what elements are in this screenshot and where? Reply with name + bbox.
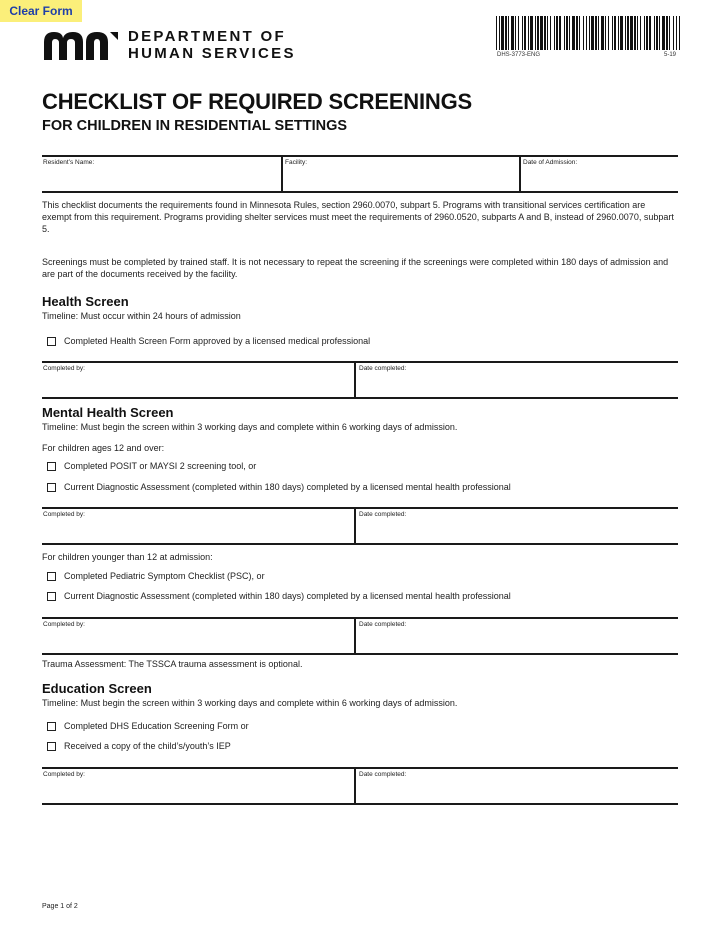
completed-by-label: Completed by: — [43, 771, 85, 778]
mental-12-completed-by-field[interactable] — [44, 520, 353, 542]
page-subtitle: FOR CHILDREN IN RESIDENTIAL SETTINGS — [42, 118, 348, 134]
admission-date-label: Date of Admission: — [523, 159, 578, 166]
facility-field[interactable] — [286, 168, 518, 190]
checkbox-row — [47, 721, 249, 731]
divider — [42, 507, 678, 509]
iep-checkbox[interactable] — [47, 742, 56, 751]
checkbox-row — [47, 482, 511, 492]
divider — [354, 617, 356, 654]
divider — [281, 155, 283, 192]
health-screen-checkbox[interactable] — [47, 337, 56, 346]
mental-under12-date-completed-field[interactable] — [360, 630, 678, 652]
mental-health-timeline: Timeline: Must begin the screen within 3 working days and complete within 6 working days of admission. — [42, 422, 458, 432]
divider — [519, 155, 521, 192]
checkbox-label: Completed Pediatric Symptom Checklist (PSC), or — [64, 571, 265, 581]
checkbox-label: Completed DHS Education Screening Form or — [64, 721, 249, 731]
checkbox-label: Current Diagnostic Assessment (completed within 180 days) completed by a licensed mental health professional — [64, 591, 511, 601]
completed-by-label: Completed by: — [43, 511, 85, 518]
date-completed-label: Date completed: — [359, 511, 407, 518]
date-completed-label: Date completed: — [359, 621, 407, 628]
under-12-label: For children younger than 12 at admission: — [42, 552, 213, 562]
education-timeline: Timeline: Must begin the screen within 3 working days and complete within 6 working days of admission. — [42, 698, 458, 708]
intro-paragraph: This checklist documents the requirements found in Minnesota Rules, section 2960.0070, subpart 5. Programs with transitional services certification are exempt from this requirement. Programs providing shelter services must meet the requirements of 2960.0520, subparts A and B, instead of 2960.0070, subpart 5. — [42, 200, 674, 234]
trauma-note: Trauma Assessment: The TSSCA trauma assessment is optional. — [42, 659, 303, 669]
checkbox-row — [47, 591, 511, 601]
resident-name-field[interactable] — [44, 168, 280, 190]
education-date-completed-field[interactable] — [360, 780, 678, 802]
diagnostic-assessment-checkbox[interactable] — [47, 483, 56, 492]
mn-logo-icon — [42, 28, 120, 62]
divider — [354, 507, 356, 544]
resident-name-label: Resident’s Name: — [43, 159, 95, 166]
date-completed-label: Date completed: — [359, 771, 407, 778]
date-completed-label: Date completed: — [359, 365, 407, 372]
checkbox-label: Current Diagnostic Assessment (completed within 180 days) completed by a licensed mental health professional — [64, 482, 511, 492]
department-line-1: DEPARTMENT OF — [128, 28, 286, 45]
mental-12-date-completed-field[interactable] — [360, 520, 678, 542]
health-timeline: Timeline: Must occur within 24 hours of admission — [42, 311, 241, 321]
completed-by-label: Completed by: — [43, 621, 85, 628]
health-date-completed-field[interactable] — [360, 374, 678, 396]
divider — [42, 617, 678, 619]
divider — [42, 767, 678, 769]
page-number: Page 1 of 2 — [42, 903, 78, 910]
divider — [42, 397, 678, 399]
mental-health-screen-heading: Mental Health Screen — [42, 405, 174, 420]
page-title: CHECKLIST OF REQUIRED SCREENINGS — [42, 89, 472, 114]
age-12-over-label: For children ages 12 and over: — [42, 443, 165, 453]
mental-under12-completed-by-field[interactable] — [44, 630, 353, 652]
clear-form-button[interactable]: Clear Form — [0, 0, 82, 22]
admission-date-field[interactable] — [524, 168, 678, 190]
checkbox-label: Completed POSIT or MAYSI 2 screening tool, or — [64, 461, 257, 471]
divider — [42, 155, 678, 157]
divider — [42, 543, 678, 545]
checkbox-row — [47, 461, 256, 471]
divider — [42, 361, 678, 363]
barcode-icon — [496, 16, 680, 50]
form-id: DHS-3773-ENG — [497, 52, 541, 58]
education-completed-by-field[interactable] — [44, 780, 353, 802]
completed-by-label: Completed by: — [43, 365, 85, 372]
checkbox-label: Received a copy of the child’s/youth’s IEP — [64, 741, 231, 751]
posit-maysi-checkbox[interactable] — [47, 462, 56, 471]
health-screen-heading: Health Screen — [42, 294, 129, 309]
checkbox-label: Completed Health Screen Form approved by a licensed medical professional — [64, 336, 371, 346]
divider — [42, 803, 678, 805]
education-screen-heading: Education Screen — [42, 681, 152, 696]
checkbox-row — [47, 571, 265, 581]
form-revision-date: 5-19 — [664, 52, 677, 58]
checkbox-row — [47, 741, 231, 751]
education-screening-form-checkbox[interactable] — [47, 722, 56, 731]
department-name — [128, 28, 296, 62]
diagnostic-assessment-under-12-checkbox[interactable] — [47, 592, 56, 601]
divider — [354, 361, 356, 398]
facility-label: Facility: — [285, 159, 308, 166]
health-completed-by-field[interactable] — [44, 374, 353, 396]
divider — [42, 191, 678, 193]
checkbox-row — [47, 336, 370, 346]
screening-paragraph: Screenings must be completed by trained staff. It is not necessary to repeat the screening if the screenings were completed within 180 days of admission and are part of the documents received by the facility. — [42, 257, 669, 279]
divider — [354, 767, 356, 804]
psc-checkbox[interactable] — [47, 572, 56, 581]
department-line-2: HUMAN SERVICES — [128, 45, 296, 62]
divider — [42, 653, 678, 655]
